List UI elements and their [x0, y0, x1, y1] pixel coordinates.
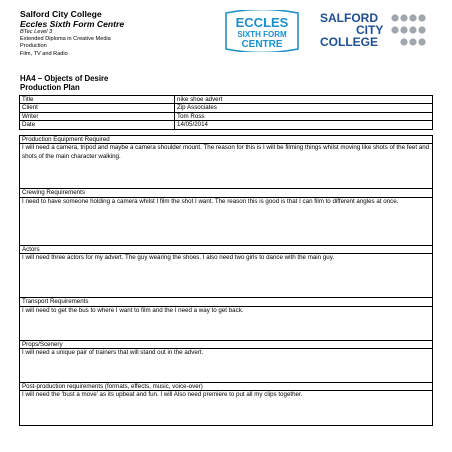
course-diploma: Extended Diploma in Creative Media Production [20, 36, 111, 50]
salford-logo-text-2: CITY [356, 23, 384, 37]
plan-info-table [19, 95, 433, 130]
section-body: I will need three actors for my advert. The guy wearing the shoes. I also need two girls to dance with the main guy. [20, 254, 432, 298]
section-body: I will need a camera, tripod and maybe a camera shoulder mount. The reason for this is I will be filming things whilst moving like shots of the feet and shots of the main character walking. [20, 144, 432, 189]
section-crewing [20, 189, 432, 245]
info-label: Writer [20, 112, 175, 120]
section-props [20, 341, 432, 383]
eccles-sixth-form-logo [222, 10, 302, 52]
section-body: I will need to get the bus to where I want to film and the I need a way to get back. [20, 307, 432, 341]
section-heading: Props/Scenery [20, 341, 432, 349]
section-heading: Production Equipment Required [20, 136, 432, 144]
section-transport [20, 298, 432, 340]
eccles-logo-text-2: SIXTH FORM [237, 30, 287, 39]
centre-name: Eccles Sixth Form Centre [20, 19, 125, 29]
info-value: Zip Associates [175, 104, 433, 112]
college-name: Salford City College [20, 9, 102, 19]
info-label: Date [20, 121, 175, 129]
section-body: I will need the ‘bust a move’ as its upbeat and fun. I will Also need premiere to put all my clips together. [22, 391, 303, 399]
table-row [20, 112, 433, 120]
plan-sections [19, 135, 433, 426]
section-actors [20, 246, 432, 298]
salford-logo-text-1: SALFORD [320, 11, 378, 25]
table-row [20, 121, 433, 129]
info-value: 14/05/2014 [175, 121, 433, 129]
info-value: Tom Ross [175, 112, 433, 120]
info-label: Title [20, 96, 175, 104]
section-body: I will need a unique pair of trainers that will stand out in the advert. [20, 349, 432, 383]
table-row [20, 104, 433, 112]
eccles-logo-text-3: CENTRE [241, 39, 283, 50]
section-equipment [20, 136, 432, 189]
info-value: nike shoe advert [175, 96, 433, 104]
salford-logo-text-3: COLLEGE [320, 35, 379, 49]
table-row [20, 96, 433, 104]
section-heading: Crewing Requirements [20, 189, 432, 197]
salford-city-college-logo [320, 11, 432, 49]
section-post-production [20, 383, 432, 425]
info-label: Client [20, 104, 175, 112]
college-header [20, 9, 132, 58]
section-heading: Transport Requirements [20, 298, 432, 306]
section-body: I need to have someone holding a camera whilst I film the shot I want. The reason this is good is that I can film to different angles at once. [20, 198, 432, 246]
section-heading: Actors [20, 246, 432, 254]
document-subtitle: Production Plan [20, 83, 80, 92]
document-title: HA4 – Objects of Desire [20, 74, 109, 83]
course-level: BTec Level 3 [20, 29, 53, 35]
section-heading: Post-production requirements (formats, effects, music, voice-over) [20, 383, 432, 391]
eccles-logo-text-1: ECCLES [235, 15, 289, 30]
salford-logo-dots [391, 14, 425, 45]
course-pathway: Film, TV and Radio [20, 50, 68, 57]
